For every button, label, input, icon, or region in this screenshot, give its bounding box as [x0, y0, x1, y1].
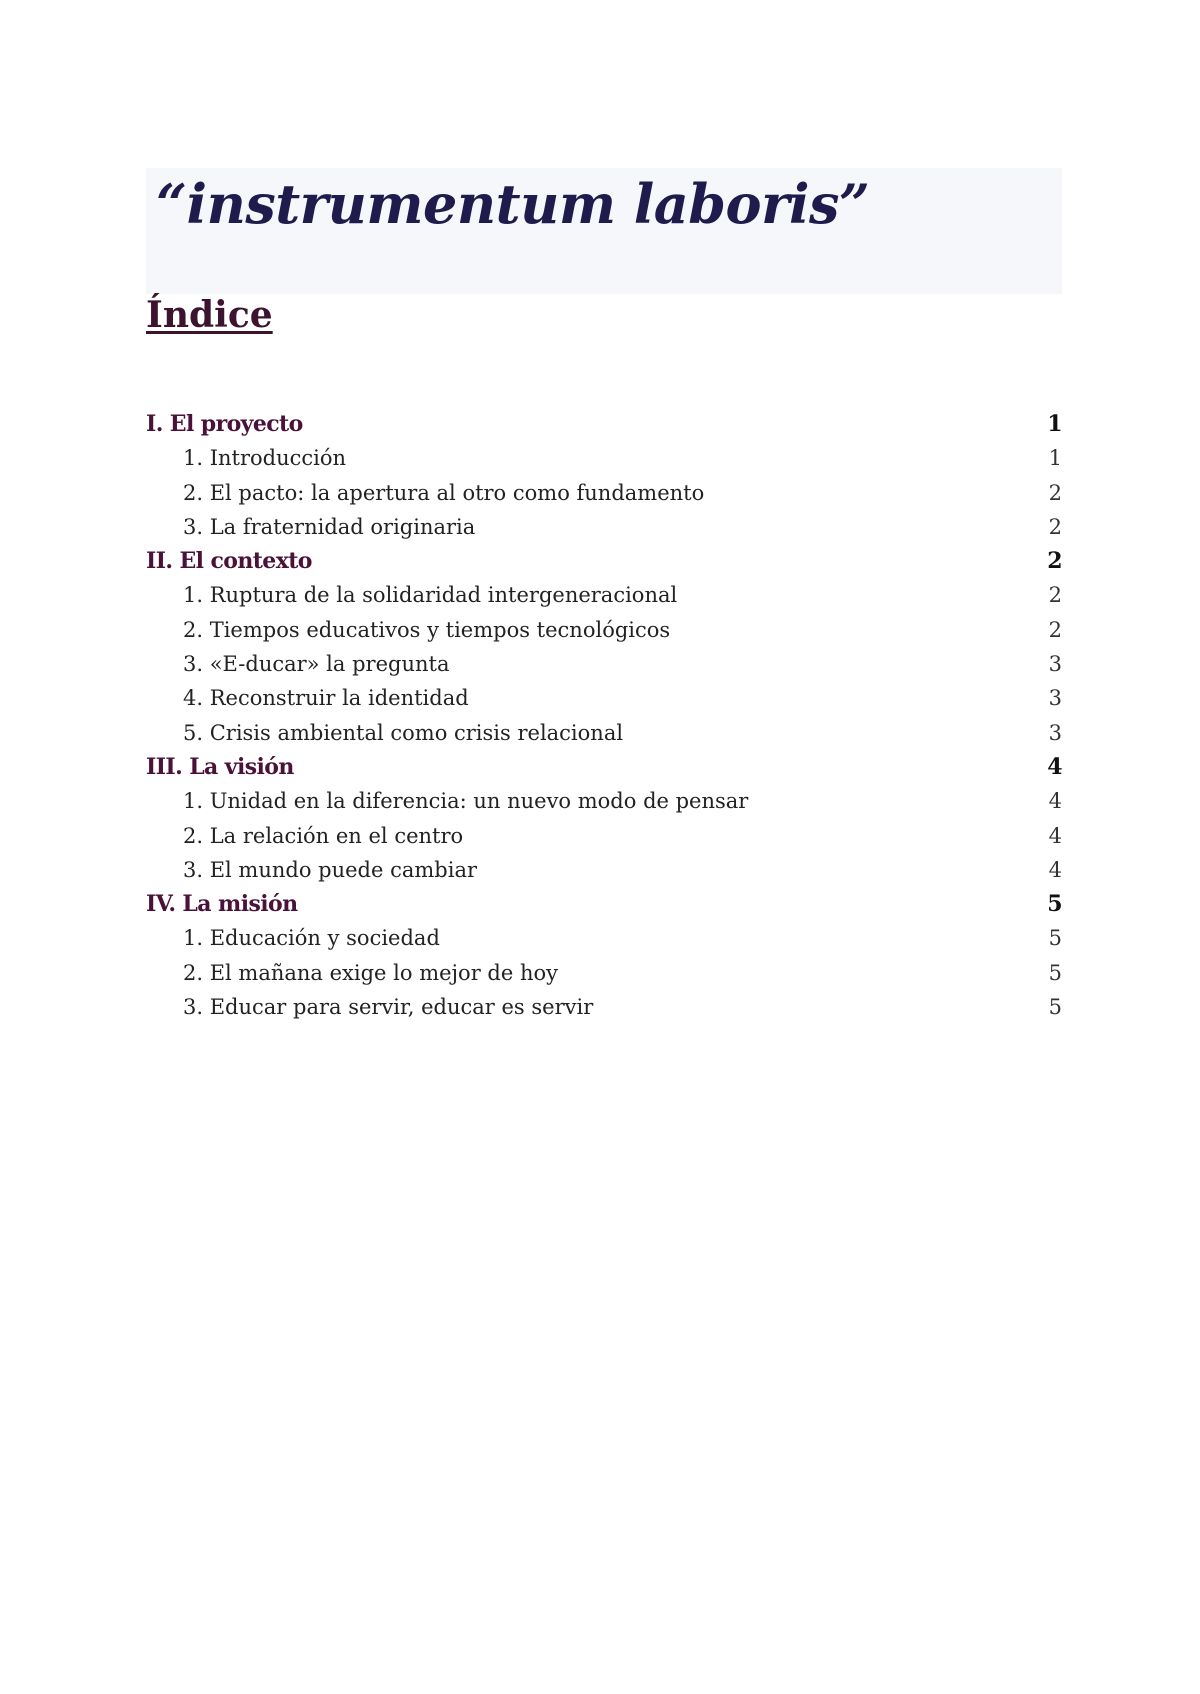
toc-page-number: 2 [1048, 617, 1062, 642]
toc-entry-label: IV. La misión [146, 891, 298, 918]
toc-page-number: 3 [1048, 720, 1062, 745]
toc-entry-label: 3. El mundo puede cambiar [183, 857, 478, 882]
toc-section-entry[interactable] [146, 887, 1062, 921]
toc-subsection-entry[interactable] [146, 441, 1062, 475]
toc-page-number: 4 [1048, 789, 1062, 814]
toc-page-number: 2 [1048, 480, 1062, 505]
toc-subsection-entry[interactable] [146, 510, 1062, 544]
toc-page-number: 2 [1048, 514, 1062, 539]
toc-entry-label: 3. Educar para servir, educar es servir [183, 995, 594, 1020]
toc-entry-label: 1. Unidad en la diferencia: un nuevo modo de pensar [183, 789, 749, 814]
toc-page-number: 2 [1048, 583, 1062, 608]
toc-heading: Índice [146, 294, 273, 336]
toc-entry-label: 1. Educación y sociedad [183, 926, 440, 951]
toc-entry-label: II. El contexto [146, 548, 312, 575]
toc-page-number: 2 [1047, 548, 1062, 575]
toc-section-entry[interactable] [146, 407, 1062, 441]
toc-section-entry[interactable] [146, 750, 1062, 784]
toc-subsection-entry[interactable] [146, 647, 1062, 681]
toc-entry-label: 3. La fraternidad originaria [183, 514, 476, 539]
toc-subsection-entry[interactable] [146, 956, 1062, 990]
toc-page-number: 1 [1048, 446, 1062, 471]
toc-page-number: 4 [1048, 857, 1062, 882]
toc-subsection-entry[interactable] [146, 681, 1062, 715]
toc-subsection-entry[interactable] [146, 921, 1062, 955]
toc-subsection-entry[interactable] [146, 990, 1062, 1024]
toc-page-number: 3 [1048, 686, 1062, 711]
toc-page-number: 4 [1047, 753, 1062, 780]
toc-subsection-entry[interactable] [146, 716, 1062, 750]
toc-entry-label: 3. «E-ducar» la pregunta [183, 652, 450, 677]
toc-subsection-entry[interactable] [146, 613, 1062, 647]
toc-subsection-entry[interactable] [146, 476, 1062, 510]
toc-entry-label: 2. El pacto: la apertura al otro como fundamento [183, 480, 705, 505]
toc-entry-label: 1. Ruptura de la solidaridad intergeneracional [183, 583, 678, 608]
toc-entry-label: 2. La relación en el centro [183, 823, 464, 848]
toc-section-entry[interactable] [146, 544, 1062, 578]
toc-page-number: 4 [1048, 823, 1062, 848]
toc-page-number: 3 [1048, 652, 1062, 677]
toc-page-number: 5 [1048, 926, 1062, 951]
toc-entry-label: 4. Reconstruir la identidad [183, 686, 469, 711]
toc-entry-label: III. La visión [146, 753, 294, 780]
toc-entry-label: I. El proyecto [146, 411, 303, 437]
toc-subsection-entry[interactable] [146, 819, 1062, 853]
toc-subsection-entry[interactable] [146, 578, 1062, 612]
toc-entry-label: 1. Introducción [183, 446, 347, 471]
toc-entry-label: 2. Tiempos educativos y tiempos tecnológicos [183, 617, 671, 642]
document-title: “instrumentum laboris” [156, 172, 870, 236]
table-of-contents [146, 407, 1062, 1024]
toc-page-number: 5 [1048, 960, 1062, 985]
toc-entry-label: 5. Crisis ambiental como crisis relacional [183, 720, 624, 745]
toc-page-number: 1 [1047, 411, 1062, 437]
toc-subsection-entry[interactable] [146, 853, 1062, 887]
toc-subsection-entry[interactable] [146, 784, 1062, 818]
toc-page-number: 5 [1048, 995, 1062, 1020]
toc-page-number: 5 [1047, 891, 1062, 918]
toc-entry-label: 2. El mañana exige lo mejor de hoy [183, 960, 558, 985]
